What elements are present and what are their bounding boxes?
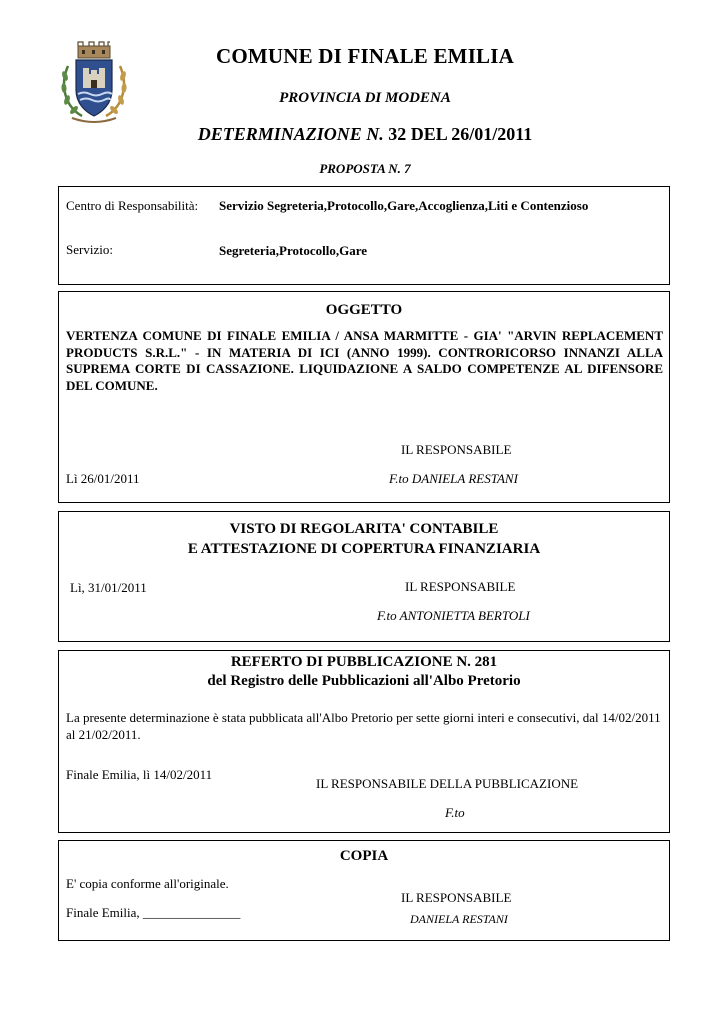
service-value: Segreteria,Protocollo,Gare — [219, 243, 368, 258]
referto-box — [58, 650, 670, 833]
oggetto-box — [58, 291, 670, 503]
service-label: Servizio: — [66, 242, 113, 257]
oggetto-signature: F.to DANIELA RESTANI — [389, 471, 518, 486]
responsibility-center-label: Centro di Responsabilità: — [66, 198, 199, 213]
copia-text: E' copia conforme all'originale. — [66, 876, 229, 891]
copia-signature: DANIELA RESTANI — [410, 912, 508, 926]
province-label: PROVINCIA DI MODENA — [279, 90, 451, 106]
copia-box — [58, 840, 670, 941]
determination-number: 32 DEL 26/01/2011 — [388, 124, 533, 144]
copia-place: Finale Emilia, _______________ — [66, 905, 241, 920]
visto-date: Lì, 31/01/2011 — [70, 580, 147, 595]
referto-text: La presente determinazione è stata pubblicata all'Albo Pretorio per sette giorni interi e consecutivi, dal 14/02/2011 al 21/02/2011. — [66, 710, 661, 742]
referto-heading-line1: REFERTO DI PUBBLICAZIONE N. 281 — [230, 654, 498, 670]
coat-of-arms-icon — [58, 40, 130, 124]
responsibility-center-value: Servizio Segreteria,Protocollo,Gare,Accoglienza,Liti e Contenzioso — [219, 198, 589, 213]
proposal-number: PROPOSTA N. 7 — [319, 161, 411, 176]
visto-box — [58, 511, 670, 642]
oggetto-text: VERTENZA COMUNE DI FINALE EMILIA / ANSA MARMITTE - GIA' "ARVIN REPLACEMENT PRODUCTS S.R.L." - IN MATERIA DI ICI (ANNO 1999). CONTRORICORSO INNANZI ALLA SUPREMA CORTE DI CASSAZIONE. LIQUIDAZIONE A SALDO COMPETENZE AL DIFENSORE DEL COMUNE. — [66, 328, 663, 393]
oggetto-date: Lì 26/01/2011 — [66, 471, 140, 486]
determination-title — [150, 124, 580, 145]
referto-heading-line2: del Registro delle Pubblicazioni all'Albo Pretorio — [207, 673, 521, 689]
copia-responsible-label: IL RESPONSABILE — [401, 890, 512, 905]
visto-heading-line2: E ATTESTAZIONE DI COPERTURA FINANZIARIA — [187, 541, 541, 557]
oggetto-responsible-label: IL RESPONSABILE — [401, 442, 512, 457]
determination-prefix: DETERMINAZIONE N. — [197, 124, 384, 144]
visto-signature: F.to ANTONIETTA BERTOLI — [377, 608, 530, 623]
responsibility-box — [58, 186, 670, 285]
referto-date: Finale Emilia, lì 14/02/2011 — [66, 767, 213, 782]
page-title: COMUNE DI FINALE EMILIA — [215, 44, 515, 68]
visto-responsible-label: IL RESPONSABILE — [405, 579, 516, 594]
copia-heading: COPIA — [339, 848, 389, 864]
oggetto-heading: OGGETTO — [325, 302, 403, 318]
referto-responsible-label: IL RESPONSABILE DELLA PUBBLICAZIONE — [316, 776, 579, 791]
visto-heading-line1: VISTO DI REGOLARITA' CONTABILE — [229, 521, 499, 537]
referto-signature: F.to — [445, 805, 465, 820]
